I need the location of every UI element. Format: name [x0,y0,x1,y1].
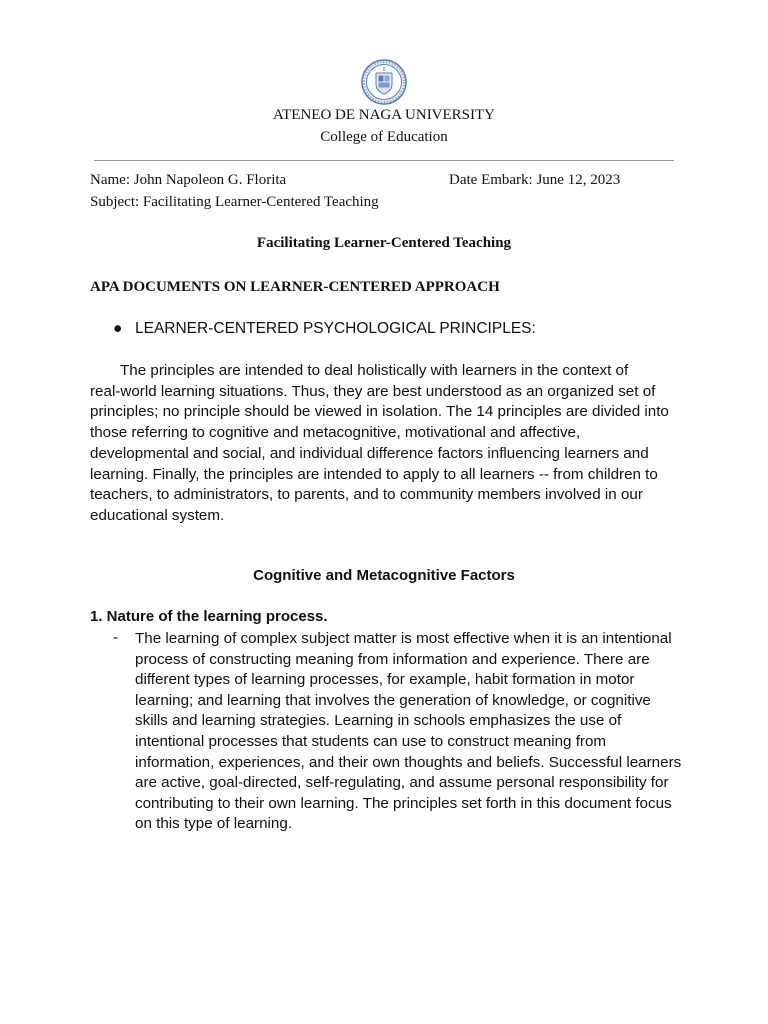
intro-paragraph [90,361,690,527]
principle-heading: 1. Nature of the learning process. [90,608,328,625]
paragraph-line: on this type of learning. [135,815,293,833]
paragraph-line: The learning of complex subject matter is most effective when it is an intentional [135,630,672,647]
paragraph-line: developmental and social, and individual difference factors influencing learners and [90,444,649,462]
paragraph-line: learning; and learning that involves the generation of knowledge, or cognitive [135,691,651,709]
subject-line: Subject: Facilitating Learner-Centered Teaching [90,194,379,210]
paragraph-line: those referring to cognitive and metacognitive, motivational and affective, [90,424,581,442]
bullet-icon: ● [113,320,123,337]
college-name: College of Education [320,129,448,145]
paragraph-line: educational system. [90,506,225,524]
dash-marker: - [113,629,119,646]
paragraph-line: are active, goal-directed, self-regulating, and assume personal responsibility for [135,774,669,792]
section-heading: Cognitive and Metacognitive Factors [253,567,515,584]
paragraph-line: contributing to their own learning. The principles set forth in this document focus [135,794,672,812]
paragraph-line: learning. Finally, the principles are intended to apply to all learners -- from children to [90,465,658,483]
bullet-item [113,320,536,338]
paragraph-line: different types of learning processes, for example, habit formation in motor [135,671,635,689]
header-divider [94,160,674,161]
paragraph-line: process of constructing meaning from information and experience. There are [135,650,650,668]
student-name: Name: John Napoleon G. Florita [90,172,287,188]
document-title: Facilitating Learner-Centered Teaching [256,235,512,251]
paragraph-line: principles; no principle should be viewed in isolation. The 14 principles are divided into [90,403,669,421]
bullet-text: LEARNER-CENTERED PSYCHOLOGICAL PRINCIPLES: [135,320,536,337]
date-embark: Date Embark: June 12, 2023 [449,172,621,188]
paragraph-line: intentional processes that students can use to construct meaning from [135,732,607,750]
university-name: ATENEO DE NAGA UNIVERSITY [272,107,496,123]
paragraph-line: information, experiences, and their own thoughts and beliefs. Successful learners [135,753,682,771]
paragraph-line: teachers, to administrators, to parents, and to community members involved in our [90,486,643,504]
apa-heading: APA DOCUMENTS ON LEARNER-CENTERED APPROACH [90,279,500,295]
university-seal-icon [361,59,407,105]
paragraph-line: real-world learning situations. Thus, they are best understood as an organized set of [90,382,656,400]
paragraph-line: The principles are intended to deal holistically with learners in the context of [120,362,629,379]
principle-paragraph [135,629,695,835]
paragraph-line: skills and learning strategies. Learning in schools emphasizes the use of [135,712,622,730]
